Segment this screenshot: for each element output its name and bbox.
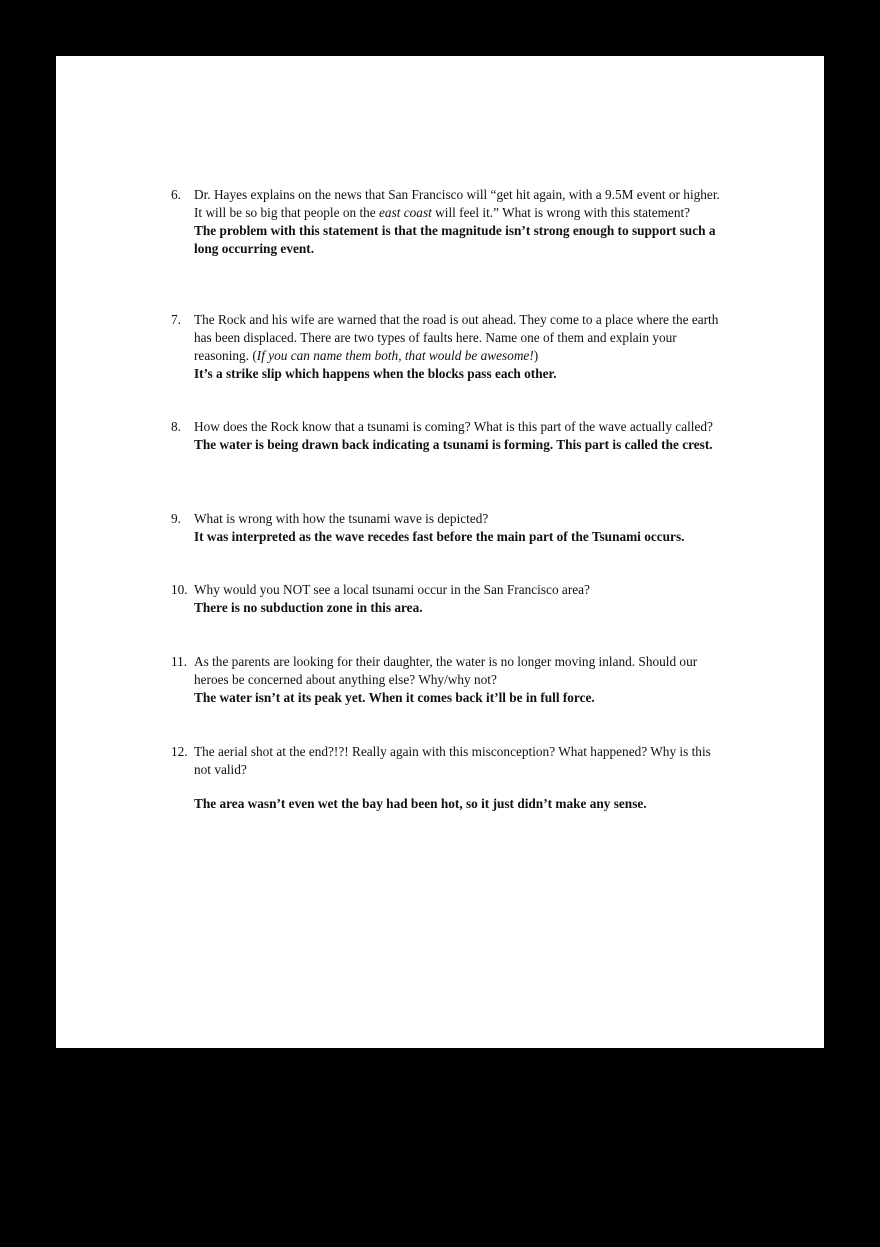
question-number: 7. bbox=[171, 312, 181, 327]
emphasis-text: If you can name them both, that would be awesome! bbox=[256, 348, 534, 363]
question-number: 6. bbox=[171, 187, 181, 202]
question-8 bbox=[171, 418, 731, 454]
question-answer: It’s a strike slip which happens when the blocks pass each other. bbox=[194, 366, 557, 381]
spacer bbox=[194, 779, 731, 795]
emphasis-text: east coast bbox=[379, 205, 432, 220]
question-prompt: As the parents are looking for their daughter, the water is no longer moving inland. Should our heroes be concerned about anything else? Why/why not? bbox=[194, 654, 698, 687]
question-12 bbox=[171, 743, 731, 813]
question-prompt: How does the Rock know that a tsunami is coming? What is this part of the wave actually called? bbox=[194, 419, 713, 434]
question-prompt: Dr. Hayes explains on the news that San Francisco will “get hit again, with a 9.5M event or higher. It will be so big that people on the east coast will feel it.” What is wrong with this statement? bbox=[194, 187, 720, 220]
question-prompt: What is wrong with how the tsunami wave is depicted? bbox=[194, 511, 489, 526]
question-answer: The water is being drawn back indicating a tsunami is forming. This part is called the crest. bbox=[194, 437, 713, 452]
document-page bbox=[56, 56, 824, 1048]
question-11 bbox=[171, 653, 731, 707]
question-number: 12. bbox=[171, 744, 188, 759]
question-6 bbox=[171, 186, 731, 258]
question-7 bbox=[171, 311, 731, 383]
question-number: 8. bbox=[171, 419, 181, 434]
question-answer: The area wasn’t even wet the bay had been hot, so it just didn’t make any sense. bbox=[194, 796, 647, 811]
question-10 bbox=[171, 581, 731, 617]
question-prompt: Why would you NOT see a local tsunami occur in the San Francisco area? bbox=[194, 582, 590, 597]
question-number: 11. bbox=[171, 654, 188, 669]
question-answer: It was interpreted as the wave recedes fast before the main part of the Tsunami occurs. bbox=[194, 529, 685, 544]
question-number: 9. bbox=[171, 511, 181, 526]
question-prompt: The Rock and his wife are warned that the road is out ahead. They come to a place where the earth has been displaced. There are two types of faults here. Name one of them and explain your reasoning. (If you can name them both, that would be awesome!) bbox=[194, 312, 719, 363]
question-prompt: The aerial shot at the end?!?! Really again with this misconception? What happened? Why is this not valid? bbox=[194, 744, 711, 777]
question-answer: The water isn’t at its peak yet. When it comes back it’ll be in full force. bbox=[194, 690, 595, 705]
question-9 bbox=[171, 510, 731, 546]
question-answer: The problem with this statement is that the magnitude isn’t strong enough to support such a long occurring event. bbox=[194, 223, 716, 256]
question-number: 10. bbox=[171, 582, 188, 597]
question-answer: There is no subduction zone in this area. bbox=[194, 600, 423, 615]
